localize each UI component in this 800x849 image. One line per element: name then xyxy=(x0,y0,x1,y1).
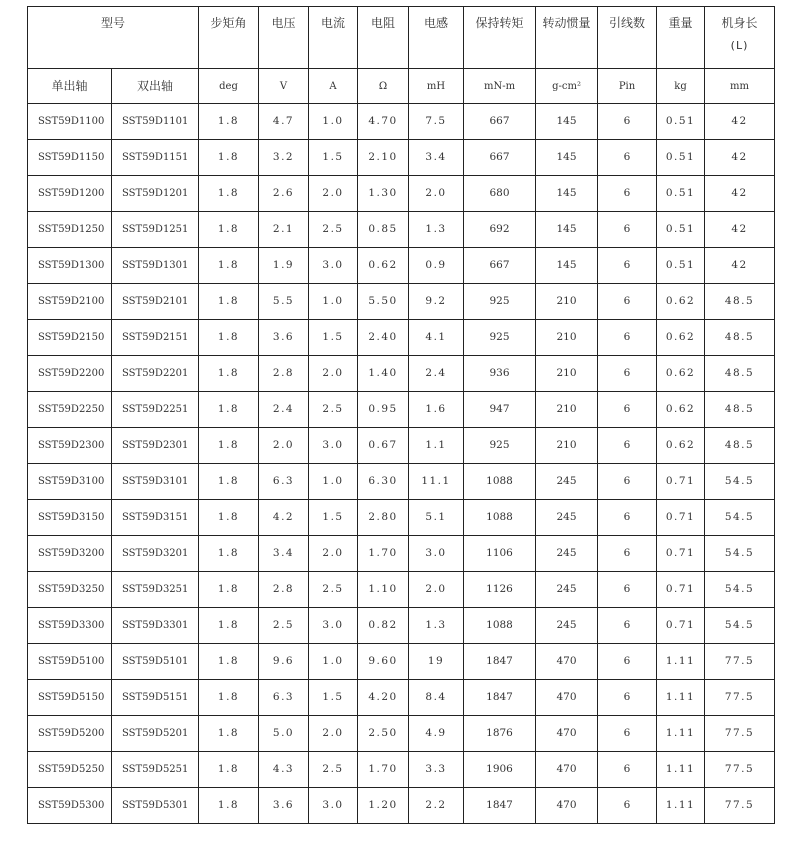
unit-inertia: g-cm² xyxy=(536,69,598,104)
cell-single-shaft-model: SST59D5300 xyxy=(28,788,112,824)
unit-step-angle: deg xyxy=(199,69,259,104)
cell-double-shaft-model: SST59D1151 xyxy=(112,140,199,176)
cell-voltage: 4.7 xyxy=(259,104,309,140)
cell-resistance: 9.60 xyxy=(358,644,409,680)
cell-resistance: 1.40 xyxy=(358,356,409,392)
cell-current: 1.5 xyxy=(309,500,358,536)
cell-rotor-inertia: 210 xyxy=(536,392,598,428)
cell-single-shaft-model: SST59D5100 xyxy=(28,644,112,680)
cell-inductance: 4.9 xyxy=(409,716,464,752)
table-row xyxy=(28,140,775,176)
cell-inductance: 0.9 xyxy=(409,248,464,284)
cell-double-shaft-model: SST59D5201 xyxy=(112,716,199,752)
table-row xyxy=(28,320,775,356)
cell-holding-torque: 1126 xyxy=(464,572,536,608)
cell-single-shaft-model: SST59D1300 xyxy=(28,248,112,284)
cell-inductance: 3.0 xyxy=(409,536,464,572)
cell-step-angle: 1.8 xyxy=(199,104,259,140)
cell-current: 2.5 xyxy=(309,572,358,608)
cell-voltage: 2.0 xyxy=(259,428,309,464)
cell-single-shaft-model: SST59D5250 xyxy=(28,752,112,788)
cell-lead-count: 6 xyxy=(598,320,657,356)
cell-rotor-inertia: 470 xyxy=(536,644,598,680)
cell-single-shaft-model: SST59D1250 xyxy=(28,212,112,248)
cell-weight: 0.51 xyxy=(657,248,705,284)
subheader-double-shaft: 双出轴 xyxy=(112,69,199,104)
cell-step-angle: 1.8 xyxy=(199,176,259,212)
cell-weight: 0.71 xyxy=(657,464,705,500)
cell-body-length: 48.5 xyxy=(705,392,775,428)
cell-step-angle: 1.8 xyxy=(199,392,259,428)
cell-resistance: 1.10 xyxy=(358,572,409,608)
cell-current: 1.0 xyxy=(309,284,358,320)
cell-double-shaft-model: SST59D2101 xyxy=(112,284,199,320)
cell-weight: 1.11 xyxy=(657,644,705,680)
cell-body-length: 77.5 xyxy=(705,752,775,788)
header-resistance: 电阻 xyxy=(358,7,409,69)
cell-single-shaft-model: SST59D2150 xyxy=(28,320,112,356)
table-row xyxy=(28,176,775,212)
cell-resistance: 5.50 xyxy=(358,284,409,320)
unit-torque: mN-m xyxy=(464,69,536,104)
cell-step-angle: 1.8 xyxy=(199,284,259,320)
table-row xyxy=(28,104,775,140)
table-row xyxy=(28,500,775,536)
cell-inductance: 1.1 xyxy=(409,428,464,464)
cell-inductance: 1.6 xyxy=(409,392,464,428)
table-row xyxy=(28,536,775,572)
table-row xyxy=(28,752,775,788)
cell-resistance: 4.70 xyxy=(358,104,409,140)
cell-weight: 1.11 xyxy=(657,716,705,752)
cell-step-angle: 1.8 xyxy=(199,680,259,716)
cell-single-shaft-model: SST59D2300 xyxy=(28,428,112,464)
cell-inductance: 1.3 xyxy=(409,608,464,644)
table-row xyxy=(28,392,775,428)
cell-voltage: 3.4 xyxy=(259,536,309,572)
cell-weight: 0.71 xyxy=(657,536,705,572)
cell-single-shaft-model: SST59D1150 xyxy=(28,140,112,176)
cell-lead-count: 6 xyxy=(598,284,657,320)
cell-double-shaft-model: SST59D2151 xyxy=(112,320,199,356)
cell-holding-torque: 925 xyxy=(464,284,536,320)
cell-lead-count: 6 xyxy=(598,608,657,644)
cell-rotor-inertia: 145 xyxy=(536,248,598,284)
cell-holding-torque: 947 xyxy=(464,392,536,428)
cell-double-shaft-model: SST59D3151 xyxy=(112,500,199,536)
cell-step-angle: 1.8 xyxy=(199,536,259,572)
cell-step-angle: 1.8 xyxy=(199,752,259,788)
cell-voltage: 2.5 xyxy=(259,608,309,644)
cell-inductance: 5.1 xyxy=(409,500,464,536)
cell-resistance: 2.50 xyxy=(358,716,409,752)
cell-holding-torque: 1847 xyxy=(464,644,536,680)
cell-inductance: 2.0 xyxy=(409,176,464,212)
cell-rotor-inertia: 245 xyxy=(536,500,598,536)
cell-body-length: 42 xyxy=(705,212,775,248)
cell-step-angle: 1.8 xyxy=(199,320,259,356)
unit-row xyxy=(28,69,775,104)
cell-double-shaft-model: SST59D3301 xyxy=(112,608,199,644)
table-row xyxy=(28,464,775,500)
cell-double-shaft-model: SST59D5151 xyxy=(112,680,199,716)
cell-inductance: 4.1 xyxy=(409,320,464,356)
cell-resistance: 2.10 xyxy=(358,140,409,176)
cell-rotor-inertia: 470 xyxy=(536,752,598,788)
unit-length: mm xyxy=(705,69,775,104)
cell-resistance: 2.80 xyxy=(358,500,409,536)
cell-double-shaft-model: SST59D5301 xyxy=(112,788,199,824)
cell-lead-count: 6 xyxy=(598,392,657,428)
cell-resistance: 1.70 xyxy=(358,752,409,788)
cell-voltage: 9.6 xyxy=(259,644,309,680)
cell-body-length: 54.5 xyxy=(705,572,775,608)
unit-weight: kg xyxy=(657,69,705,104)
cell-step-angle: 1.8 xyxy=(199,428,259,464)
cell-lead-count: 6 xyxy=(598,752,657,788)
cell-rotor-inertia: 470 xyxy=(536,680,598,716)
cell-rotor-inertia: 145 xyxy=(536,140,598,176)
cell-body-length: 77.5 xyxy=(705,680,775,716)
cell-voltage: 6.3 xyxy=(259,464,309,500)
cell-single-shaft-model: SST59D1200 xyxy=(28,176,112,212)
cell-voltage: 5.0 xyxy=(259,716,309,752)
cell-body-length: 48.5 xyxy=(705,284,775,320)
cell-weight: 0.51 xyxy=(657,212,705,248)
unit-inductance: mH xyxy=(409,69,464,104)
cell-holding-torque: 936 xyxy=(464,356,536,392)
cell-weight: 1.11 xyxy=(657,752,705,788)
table-row xyxy=(28,716,775,752)
header-body-length: 机身长 (L) xyxy=(705,7,775,69)
cell-resistance: 6.30 xyxy=(358,464,409,500)
cell-step-angle: 1.8 xyxy=(199,248,259,284)
cell-inductance: 2.4 xyxy=(409,356,464,392)
cell-holding-torque: 692 xyxy=(464,212,536,248)
table-row xyxy=(28,680,775,716)
unit-resistance: Ω xyxy=(358,69,409,104)
cell-current: 3.0 xyxy=(309,788,358,824)
cell-voltage: 3.6 xyxy=(259,320,309,356)
cell-voltage: 2.1 xyxy=(259,212,309,248)
cell-rotor-inertia: 210 xyxy=(536,428,598,464)
cell-body-length: 48.5 xyxy=(705,428,775,464)
cell-single-shaft-model: SST59D5150 xyxy=(28,680,112,716)
cell-single-shaft-model: SST59D3100 xyxy=(28,464,112,500)
cell-current: 2.0 xyxy=(309,716,358,752)
cell-single-shaft-model: SST59D2200 xyxy=(28,356,112,392)
cell-body-length: 42 xyxy=(705,248,775,284)
cell-rotor-inertia: 210 xyxy=(536,356,598,392)
cell-step-angle: 1.8 xyxy=(199,644,259,680)
cell-step-angle: 1.8 xyxy=(199,500,259,536)
cell-double-shaft-model: SST59D5251 xyxy=(112,752,199,788)
cell-current: 2.0 xyxy=(309,356,358,392)
cell-double-shaft-model: SST59D2301 xyxy=(112,428,199,464)
cell-holding-torque: 667 xyxy=(464,248,536,284)
cell-voltage: 6.3 xyxy=(259,680,309,716)
cell-voltage: 3.6 xyxy=(259,788,309,824)
cell-double-shaft-model: SST59D3201 xyxy=(112,536,199,572)
cell-lead-count: 6 xyxy=(598,428,657,464)
cell-single-shaft-model: SST59D2250 xyxy=(28,392,112,428)
cell-step-angle: 1.8 xyxy=(199,788,259,824)
cell-holding-torque: 667 xyxy=(464,104,536,140)
cell-double-shaft-model: SST59D2251 xyxy=(112,392,199,428)
cell-holding-torque: 1088 xyxy=(464,608,536,644)
cell-weight: 0.51 xyxy=(657,176,705,212)
cell-body-length: 54.5 xyxy=(705,536,775,572)
cell-current: 2.5 xyxy=(309,392,358,428)
cell-single-shaft-model: SST59D1100 xyxy=(28,104,112,140)
cell-voltage: 2.8 xyxy=(259,572,309,608)
cell-weight: 0.51 xyxy=(657,140,705,176)
cell-weight: 0.62 xyxy=(657,284,705,320)
cell-weight: 0.62 xyxy=(657,392,705,428)
cell-resistance: 1.70 xyxy=(358,536,409,572)
cell-step-angle: 1.8 xyxy=(199,212,259,248)
cell-rotor-inertia: 145 xyxy=(536,104,598,140)
header-step-angle: 步矩角 xyxy=(199,7,259,69)
cell-holding-torque: 1088 xyxy=(464,464,536,500)
cell-weight: 0.51 xyxy=(657,104,705,140)
cell-single-shaft-model: SST59D3250 xyxy=(28,572,112,608)
cell-inductance: 7.5 xyxy=(409,104,464,140)
cell-voltage: 5.5 xyxy=(259,284,309,320)
cell-current: 3.0 xyxy=(309,248,358,284)
cell-lead-count: 6 xyxy=(598,716,657,752)
cell-step-angle: 1.8 xyxy=(199,140,259,176)
cell-lead-count: 6 xyxy=(598,680,657,716)
cell-current: 1.0 xyxy=(309,104,358,140)
cell-weight: 0.71 xyxy=(657,572,705,608)
cell-single-shaft-model: SST59D3200 xyxy=(28,536,112,572)
cell-resistance: 0.67 xyxy=(358,428,409,464)
cell-lead-count: 6 xyxy=(598,644,657,680)
cell-step-angle: 1.8 xyxy=(199,716,259,752)
cell-lead-count: 6 xyxy=(598,536,657,572)
cell-inductance: 9.2 xyxy=(409,284,464,320)
cell-body-length: 54.5 xyxy=(705,500,775,536)
cell-resistance: 0.85 xyxy=(358,212,409,248)
cell-body-length: 54.5 xyxy=(705,464,775,500)
cell-current: 1.5 xyxy=(309,320,358,356)
cell-weight: 1.11 xyxy=(657,788,705,824)
cell-holding-torque: 925 xyxy=(464,428,536,464)
cell-inductance: 1.3 xyxy=(409,212,464,248)
subheader-single-shaft: 单出轴 xyxy=(28,69,112,104)
cell-current: 1.5 xyxy=(309,680,358,716)
cell-rotor-inertia: 210 xyxy=(536,320,598,356)
cell-current: 1.0 xyxy=(309,464,358,500)
header-rotor-inertia: 转动惯量 xyxy=(536,7,598,69)
cell-weight: 0.71 xyxy=(657,608,705,644)
cell-rotor-inertia: 245 xyxy=(536,608,598,644)
header-weight: 重量 xyxy=(657,7,705,69)
cell-weight: 0.62 xyxy=(657,356,705,392)
cell-body-length: 48.5 xyxy=(705,356,775,392)
cell-lead-count: 6 xyxy=(598,140,657,176)
cell-voltage: 2.6 xyxy=(259,176,309,212)
cell-double-shaft-model: SST59D3101 xyxy=(112,464,199,500)
cell-double-shaft-model: SST59D1301 xyxy=(112,248,199,284)
cell-lead-count: 6 xyxy=(598,464,657,500)
table-row xyxy=(28,644,775,680)
cell-weight: 0.62 xyxy=(657,428,705,464)
header-row xyxy=(28,7,775,69)
cell-holding-torque: 1876 xyxy=(464,716,536,752)
cell-holding-torque: 1847 xyxy=(464,680,536,716)
cell-resistance: 4.20 xyxy=(358,680,409,716)
table-row xyxy=(28,572,775,608)
cell-voltage: 2.8 xyxy=(259,356,309,392)
table-row xyxy=(28,284,775,320)
cell-holding-torque: 1906 xyxy=(464,752,536,788)
cell-lead-count: 6 xyxy=(598,356,657,392)
cell-rotor-inertia: 210 xyxy=(536,284,598,320)
cell-rotor-inertia: 470 xyxy=(536,788,598,824)
table-row xyxy=(28,608,775,644)
cell-lead-count: 6 xyxy=(598,176,657,212)
header-current: 电流 xyxy=(309,7,358,69)
cell-double-shaft-model: SST59D1251 xyxy=(112,212,199,248)
table-row xyxy=(28,356,775,392)
cell-step-angle: 1.8 xyxy=(199,356,259,392)
cell-current: 3.0 xyxy=(309,428,358,464)
cell-lead-count: 6 xyxy=(598,788,657,824)
cell-voltage: 1.9 xyxy=(259,248,309,284)
cell-inductance: 8.4 xyxy=(409,680,464,716)
cell-voltage: 4.3 xyxy=(259,752,309,788)
cell-lead-count: 6 xyxy=(598,572,657,608)
cell-step-angle: 1.8 xyxy=(199,608,259,644)
cell-body-length: 77.5 xyxy=(705,644,775,680)
cell-holding-torque: 1088 xyxy=(464,500,536,536)
cell-rotor-inertia: 145 xyxy=(536,212,598,248)
cell-single-shaft-model: SST59D3300 xyxy=(28,608,112,644)
cell-inductance: 2.0 xyxy=(409,572,464,608)
header-inductance: 电感 xyxy=(409,7,464,69)
cell-current: 1.5 xyxy=(309,140,358,176)
cell-double-shaft-model: SST59D3251 xyxy=(112,572,199,608)
cell-lead-count: 6 xyxy=(598,104,657,140)
cell-body-length: 54.5 xyxy=(705,608,775,644)
cell-rotor-inertia: 245 xyxy=(536,572,598,608)
table-row xyxy=(28,428,775,464)
cell-holding-torque: 1106 xyxy=(464,536,536,572)
cell-rotor-inertia: 145 xyxy=(536,176,598,212)
cell-lead-count: 6 xyxy=(598,212,657,248)
cell-rotor-inertia: 470 xyxy=(536,716,598,752)
cell-resistance: 0.82 xyxy=(358,608,409,644)
cell-inductance: 11.1 xyxy=(409,464,464,500)
cell-resistance: 0.95 xyxy=(358,392,409,428)
cell-body-length: 48.5 xyxy=(705,320,775,356)
cell-double-shaft-model: SST59D1201 xyxy=(112,176,199,212)
unit-voltage: V xyxy=(259,69,309,104)
cell-inductance: 2.2 xyxy=(409,788,464,824)
cell-holding-torque: 1847 xyxy=(464,788,536,824)
cell-double-shaft-model: SST59D1101 xyxy=(112,104,199,140)
cell-body-length: 42 xyxy=(705,176,775,212)
cell-rotor-inertia: 245 xyxy=(536,536,598,572)
header-voltage: 电压 xyxy=(259,7,309,69)
cell-resistance: 1.30 xyxy=(358,176,409,212)
cell-current: 2.5 xyxy=(309,212,358,248)
cell-current: 2.5 xyxy=(309,752,358,788)
cell-current: 2.0 xyxy=(309,176,358,212)
cell-single-shaft-model: SST59D5200 xyxy=(28,716,112,752)
cell-resistance: 0.62 xyxy=(358,248,409,284)
header-model: 型号 xyxy=(28,7,199,69)
cell-voltage: 2.4 xyxy=(259,392,309,428)
cell-inductance: 3.4 xyxy=(409,140,464,176)
table-row xyxy=(28,248,775,284)
cell-holding-torque: 680 xyxy=(464,176,536,212)
cell-voltage: 4.2 xyxy=(259,500,309,536)
table-row xyxy=(28,788,775,824)
cell-voltage: 3.2 xyxy=(259,140,309,176)
cell-resistance: 1.20 xyxy=(358,788,409,824)
cell-single-shaft-model: SST59D2100 xyxy=(28,284,112,320)
cell-single-shaft-model: SST59D3150 xyxy=(28,500,112,536)
cell-body-length: 77.5 xyxy=(705,788,775,824)
header-holding-torque: 保持转矩 xyxy=(464,7,536,69)
cell-step-angle: 1.8 xyxy=(199,464,259,500)
table-row xyxy=(28,212,775,248)
cell-current: 1.0 xyxy=(309,644,358,680)
unit-lead: Pin xyxy=(598,69,657,104)
cell-weight: 0.62 xyxy=(657,320,705,356)
motor-spec-table xyxy=(27,6,775,824)
cell-inductance: 19 xyxy=(409,644,464,680)
cell-weight: 1.11 xyxy=(657,680,705,716)
cell-double-shaft-model: SST59D5101 xyxy=(112,644,199,680)
cell-inductance: 3.3 xyxy=(409,752,464,788)
cell-rotor-inertia: 245 xyxy=(536,464,598,500)
cell-body-length: 42 xyxy=(705,104,775,140)
cell-current: 2.0 xyxy=(309,536,358,572)
cell-body-length: 42 xyxy=(705,140,775,176)
cell-body-length: 77.5 xyxy=(705,716,775,752)
cell-step-angle: 1.8 xyxy=(199,572,259,608)
cell-resistance: 2.40 xyxy=(358,320,409,356)
cell-holding-torque: 667 xyxy=(464,140,536,176)
unit-current: A xyxy=(309,69,358,104)
cell-weight: 0.71 xyxy=(657,500,705,536)
cell-lead-count: 6 xyxy=(598,248,657,284)
cell-current: 3.0 xyxy=(309,608,358,644)
header-lead-count: 引线数 xyxy=(598,7,657,69)
cell-double-shaft-model: SST59D2201 xyxy=(112,356,199,392)
cell-lead-count: 6 xyxy=(598,500,657,536)
cell-holding-torque: 925 xyxy=(464,320,536,356)
